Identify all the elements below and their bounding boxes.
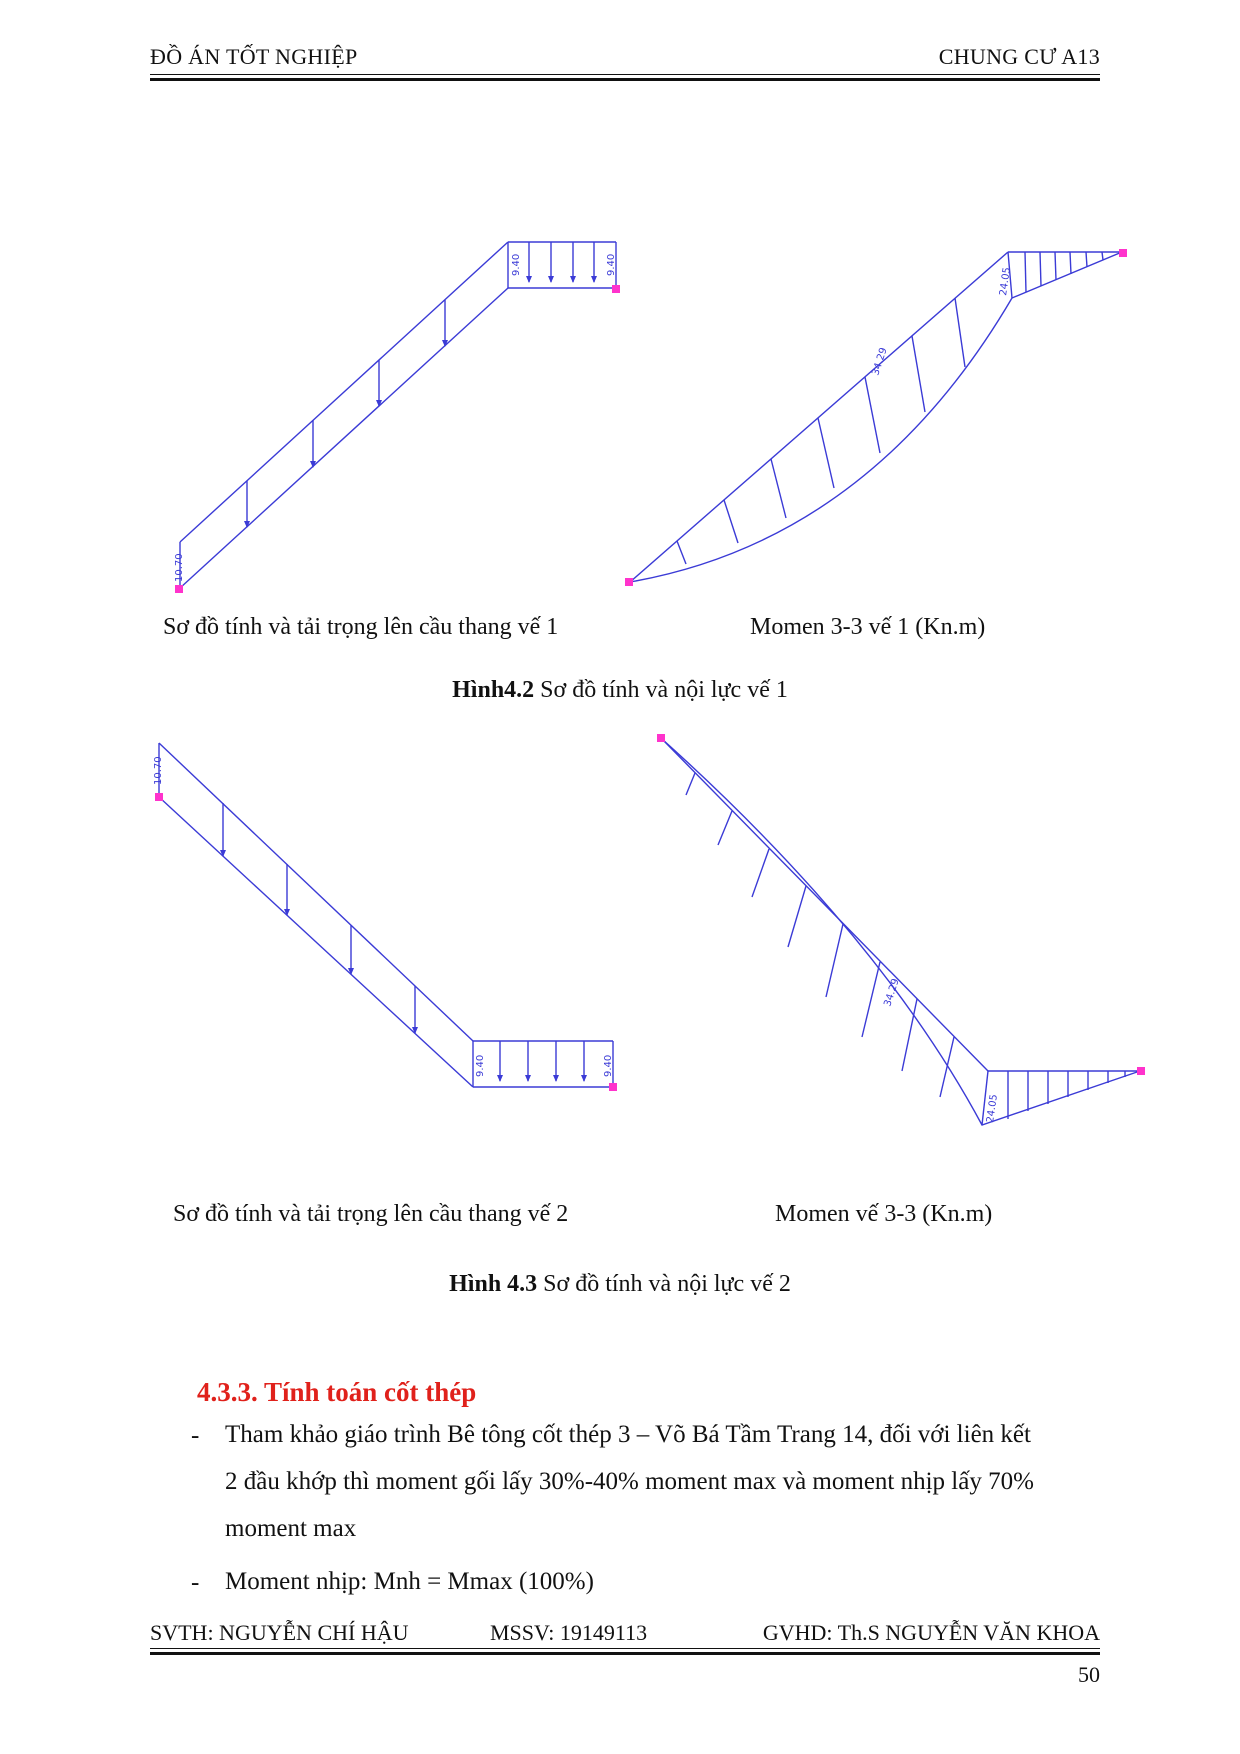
bullet-2-text — [225, 1558, 1105, 1605]
figure-4-2-load-diagram — [160, 230, 630, 600]
figure-4-2-moment-diagram — [620, 240, 1140, 600]
pin-support-top — [612, 285, 620, 293]
bullet-2-line-1: Moment nhịp: Mnh = Mmax (100%) — [225, 1568, 594, 1595]
pin-support-top — [657, 734, 665, 742]
moment-label-span: 34.29 — [870, 346, 890, 377]
pin-support-top — [155, 793, 163, 801]
bullet-dash-2: - — [191, 1569, 200, 1596]
figure-4-2-title-text: Sơ đồ tính và nội lực vế 1 — [534, 677, 788, 703]
figure-4-3-left-caption: Sơ đồ tính và tải trọng lên cầu thang vế 2 — [173, 1201, 569, 1227]
figure-4-2-title — [0, 677, 1240, 704]
bullet-1-line-2: 2 đầu khớp thì moment gối lấy 30%-40% moment max và moment nhịp lấy 70% — [225, 1468, 1034, 1495]
member-inclined — [630, 252, 1008, 582]
pin-support-top — [1119, 249, 1127, 257]
moment-label-corner: 24.05 — [998, 266, 1013, 297]
footer-student-id: MSSV: 19149113 — [490, 1620, 648, 1645]
figure-4-3-load-diagram — [145, 735, 635, 1135]
figure-4-2-left-caption: Sơ đồ tính và tải trọng lên cầu thang vế 1 — [163, 614, 559, 640]
member-inclined — [662, 739, 988, 1071]
load-label-landing-left: 9.40 — [511, 253, 522, 276]
load-label-start: 10.70 — [153, 756, 164, 785]
load-label-landing-right: 9.40 — [606, 253, 617, 276]
load-label-landing-left: 9.40 — [475, 1054, 486, 1077]
pin-support-bottom — [625, 578, 633, 586]
pin-support-right — [1137, 1067, 1145, 1075]
figure-4-3-title — [0, 1271, 1240, 1298]
pin-support-bottom — [175, 585, 183, 593]
stair-flight-member — [180, 288, 508, 588]
bullet-1-text — [225, 1411, 1105, 1552]
stair-flight-member — [159, 797, 473, 1087]
section-heading: 4.3.3. Tính toán cốt thép — [197, 1377, 477, 1407]
moment-curve — [630, 252, 1122, 582]
footer-rule-thick — [150, 1652, 1100, 1655]
moment-label-span: 34.29 — [882, 977, 902, 1008]
load-line-inclined — [159, 743, 473, 1041]
moment-curve — [662, 739, 1140, 1125]
bullet-dash-1: - — [191, 1422, 200, 1449]
footer-advisor: GVHD: Th.S NGUYỄN VĂN KHOA — [762, 1620, 1100, 1645]
bullet-1-line-3: moment max — [225, 1515, 357, 1542]
header-rule-thin — [150, 74, 1100, 75]
load-label-start: 10.70 — [174, 553, 185, 582]
figure-4-2-right-caption: Momen 3-3 vế 1 (Kn.m) — [750, 614, 986, 640]
load-label-landing-right: 9.40 — [603, 1054, 614, 1077]
figure-4-3-title-text: Sơ đồ tính và nội lực vế 2 — [537, 1271, 791, 1297]
footer-rule-thin — [150, 1648, 1100, 1649]
moment-label-corner: 24.05 — [985, 1093, 1000, 1124]
header-rule-thick — [150, 78, 1100, 81]
footer-student: SVTH: NGUYỄN CHÍ HẬU — [150, 1620, 409, 1645]
figure-4-3-moment-diagram — [650, 725, 1155, 1135]
figure-4-3-right-caption: Momen vế 3-3 (Kn.m) — [775, 1201, 993, 1227]
page-number: 50 — [1078, 1662, 1100, 1687]
header-right: CHUNG CƯ A13 — [938, 44, 1100, 69]
pin-support-bottom — [609, 1083, 617, 1091]
header-left: ĐỒ ÁN TỐT NGHIỆP — [150, 44, 358, 69]
figure-4-2-number: Hình4.2 — [452, 677, 535, 703]
figure-4-3-number: Hình 4.3 — [449, 1271, 538, 1297]
load-line-inclined — [180, 242, 508, 542]
bullet-1-line-1: Tham khảo giáo trình Bê tông cốt thép 3 – Võ Bá Tầm Trang 14, đối với liên kết — [225, 1421, 1031, 1448]
